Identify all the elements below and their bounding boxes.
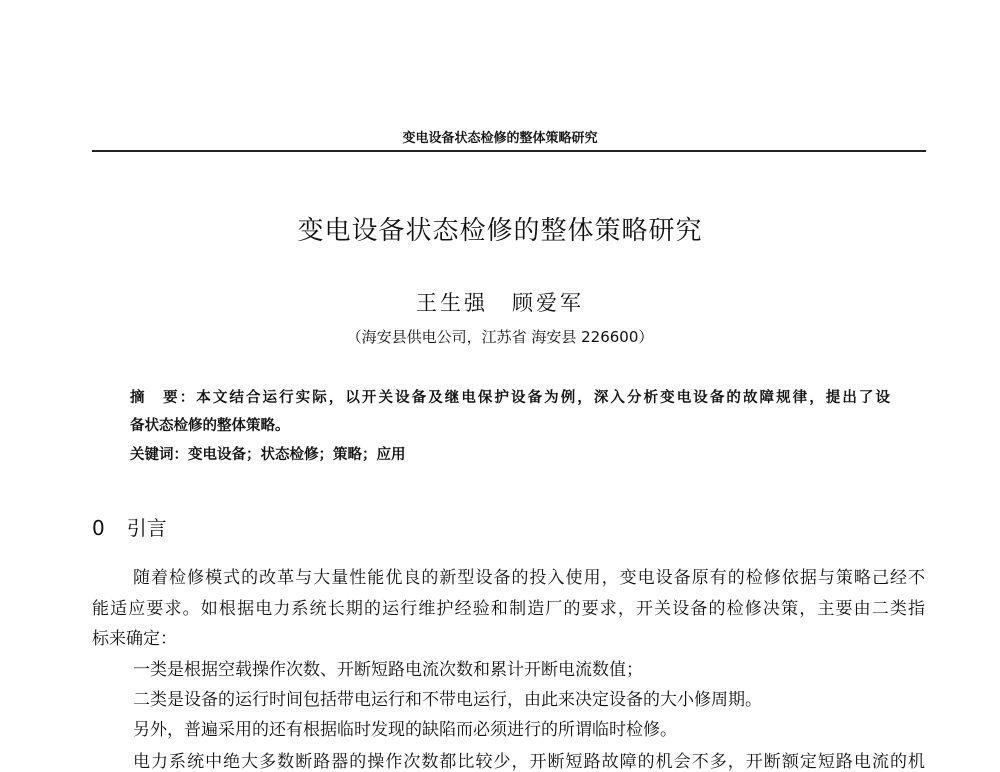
body-line: 二类是设备的运行时间包括带电运行和不带电运行，由此来决定设备的大小修周期。	[133, 690, 762, 710]
body-line: 标来确定：	[92, 629, 177, 649]
affiliation: （海安县供电公司，江苏省 海安县 226600）	[346, 328, 654, 346]
section-heading	[92, 512, 189, 541]
abstract-line: 备状态检修的整体策略。	[130, 418, 290, 434]
body-line: 随着检修模式的改革与大量性能优良的新型设备的投入使用，变电设备原有的检修依据与策略己经不	[133, 568, 925, 588]
body-line: 另外，普遍采用的还有根据临时发现的缺陷而必须进行的所谓临时检修。	[133, 720, 677, 740]
body-line: 一类是根据空载操作次数、开断短路电流次数和累计开断电流数值；	[133, 660, 643, 680]
keywords: 关键词：变电设备；状态检修；策略；应用	[130, 447, 406, 463]
abstract-line: 摘 要：本文结合运行实际，以开关设备及继电保护设备为例，深入分析变电设备的故障规律，提出了设	[130, 390, 890, 406]
section-number: 0	[92, 516, 105, 540]
authors: 王生强 顾爱军	[416, 291, 584, 315]
paper-title: 变电设备状态检修的整体策略研究	[297, 216, 703, 246]
section-title: 引言	[126, 516, 167, 540]
header-rule	[92, 150, 926, 152]
running-header: 变电设备状态检修的整体策略研究	[402, 131, 598, 146]
body-line: 电力系统中绝大多数断路器的操作次数都比较少，开断短路故障的机会不多，开断额定短路电流的机	[133, 752, 925, 772]
body-line: 能适应要求。如根据电力系统长期的运行维护经验和制造厂的要求，开关设备的检修决策，主要由二类指	[92, 599, 925, 619]
